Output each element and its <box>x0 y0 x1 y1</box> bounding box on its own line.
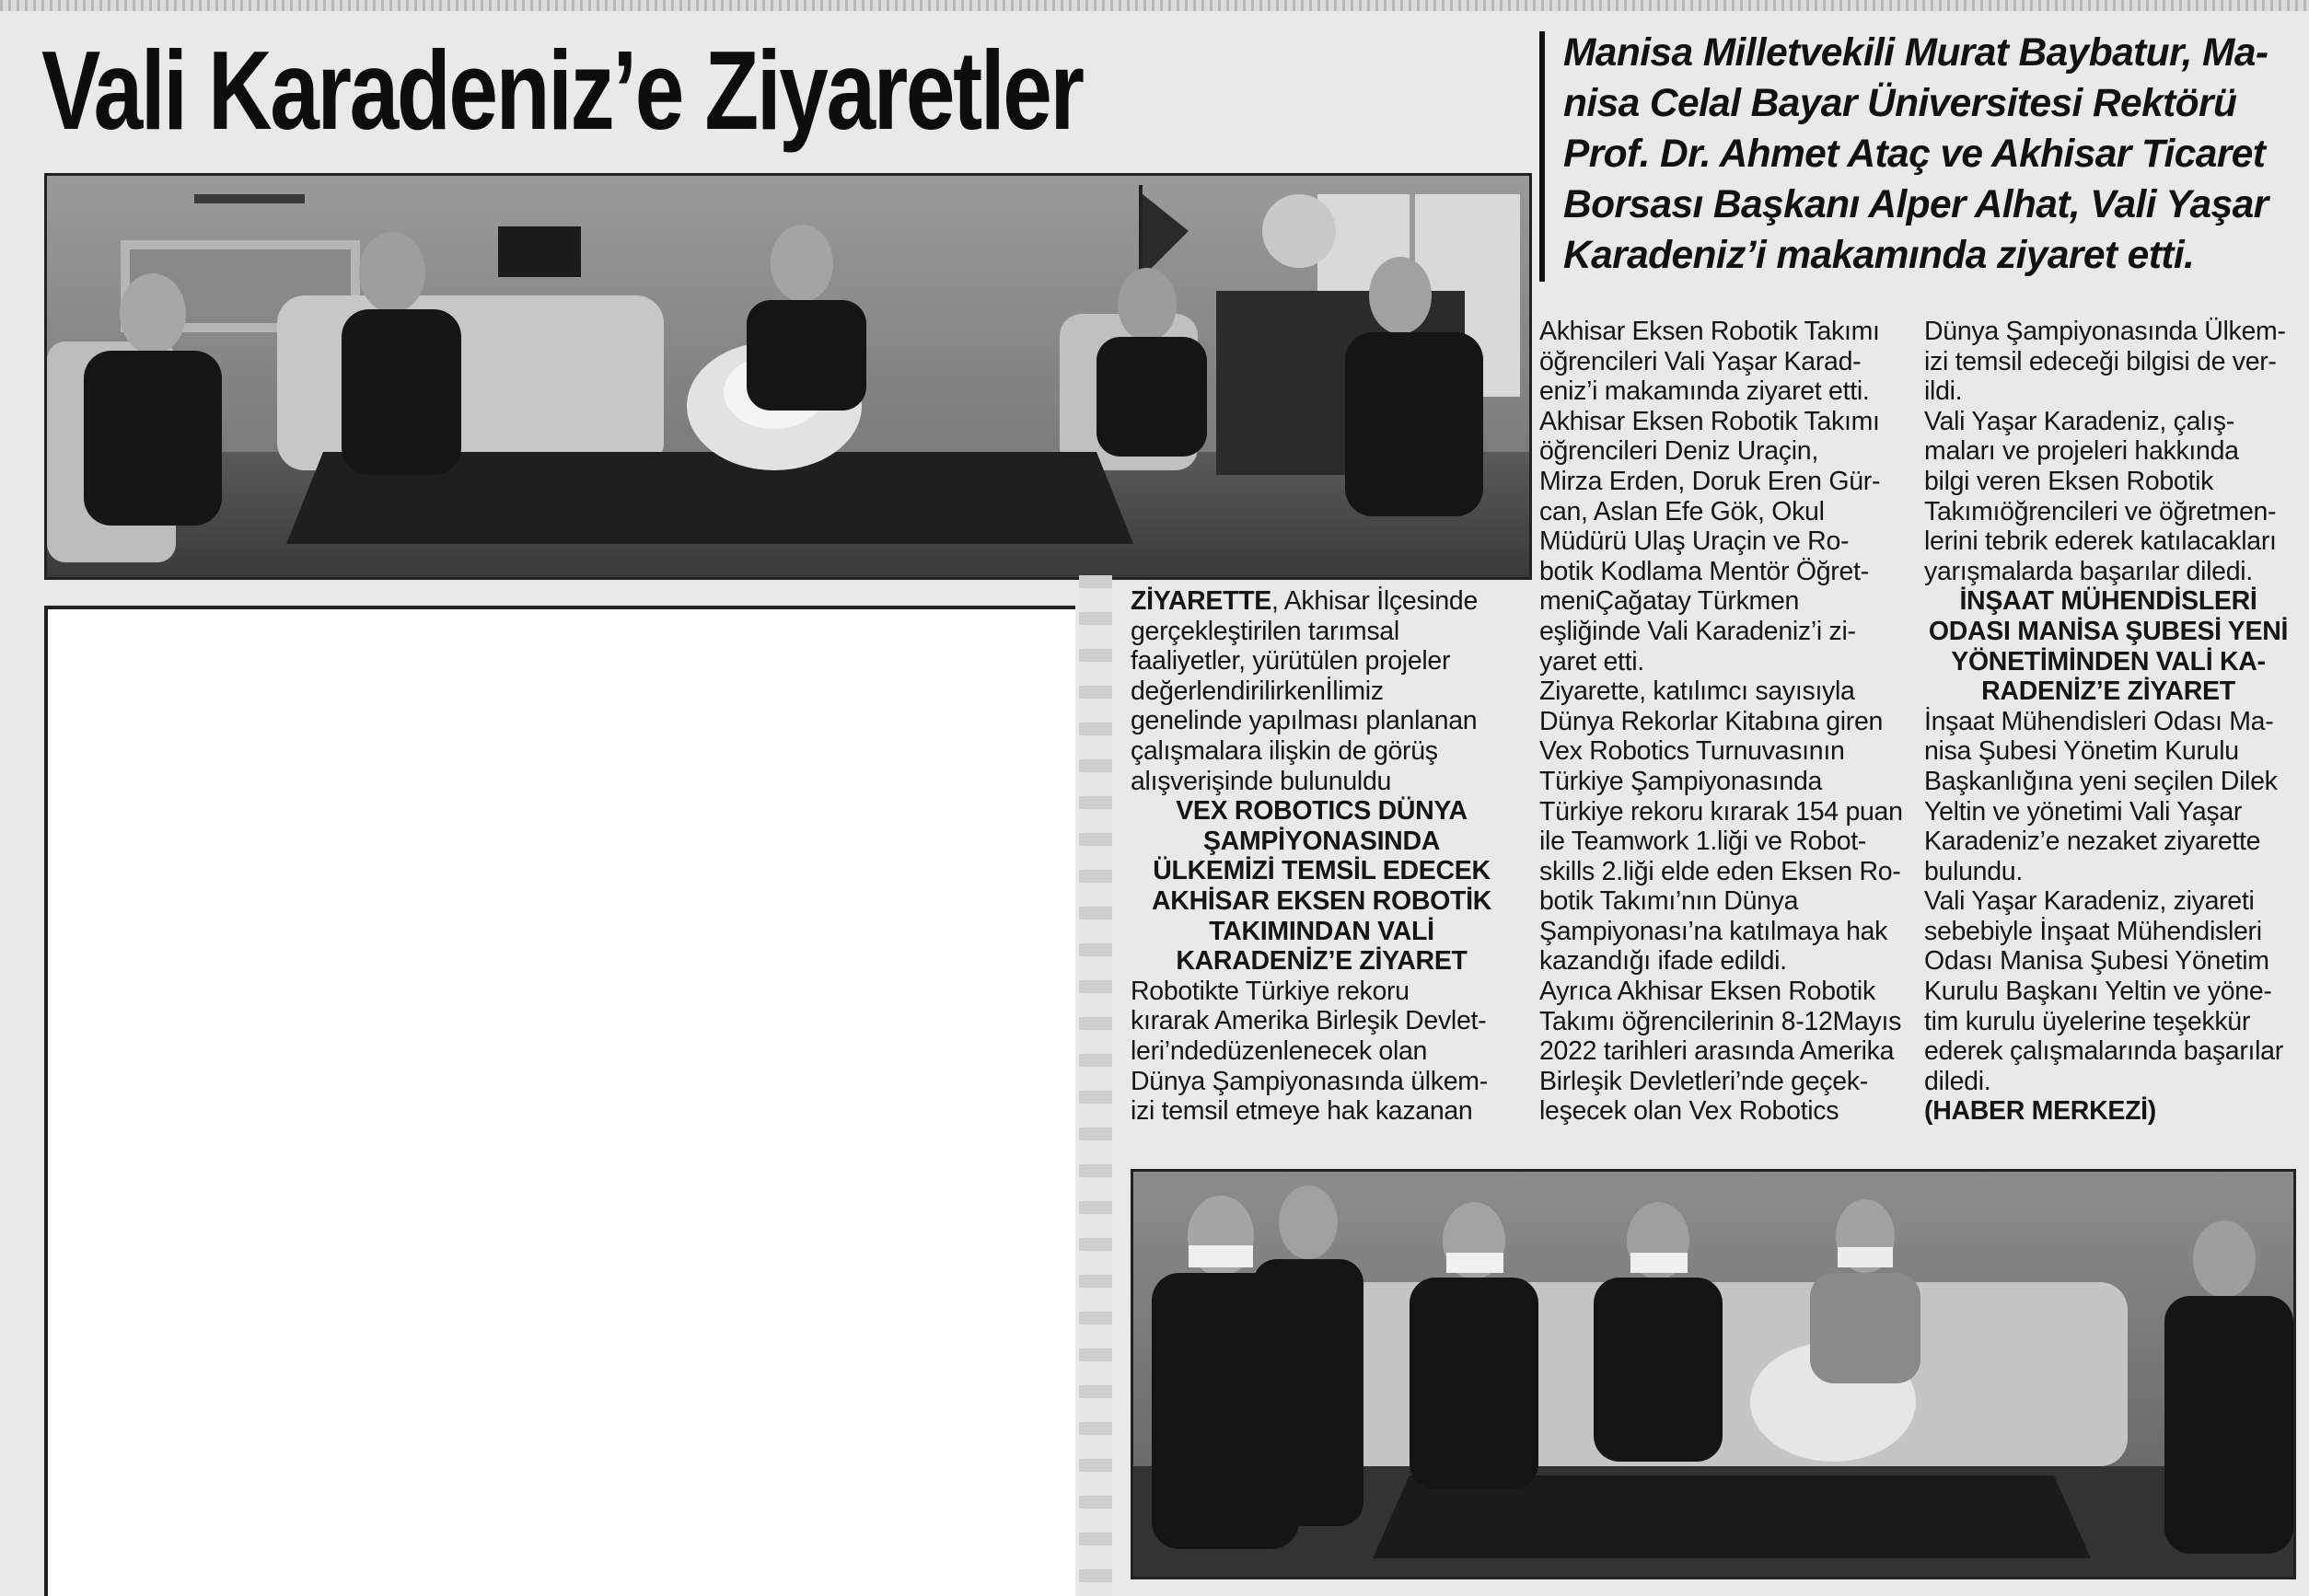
paragraph-line: Vex Robotics Turnuvasının <box>1539 736 1845 767</box>
paragraph-line: Şampiyonası’na katılmaya hak <box>1539 916 1888 946</box>
blank-area <box>44 606 1075 1596</box>
subheading-line: RADENİZ’E ZİYARET <box>1981 677 2235 707</box>
adjacent-page-bleed <box>0 0 2309 11</box>
governor-office-meeting-photo <box>47 176 1529 577</box>
masked-delegation-photo <box>1133 1172 2293 1577</box>
paragraph-line: kazandığı ifade edildi. <box>1539 946 1787 977</box>
paragraph-line: botik Kodlama Mentör Öğret- <box>1539 556 1869 586</box>
paragraph-line: Akhisar Eksen Robotik Takımı <box>1539 317 1880 346</box>
paragraph-line: Kurulu Başkanı Yeltin ve yöne- <box>1924 977 2272 1007</box>
lead-rest: , Akhisar İlçesinde <box>1271 586 1479 616</box>
paragraph-line: genelinde yapılması planlanan <box>1131 706 1478 736</box>
paragraph-line: can, Aslan Efe Gök, Okul <box>1539 496 1825 526</box>
paragraph-line: Türkiye rekoru kırarak 154 puan <box>1539 796 1903 827</box>
subheading-line: ŞAMPİYONASINDA <box>1202 826 1441 856</box>
paragraph-line: Robotikte Türkiye rekoru <box>1131 976 1410 1006</box>
paragraph-line: sebebiyle İnşaat Mühendisleri <box>1924 916 2262 946</box>
paragraph-line: leri’ndedüzenlenecek olan <box>1131 1035 1428 1066</box>
paragraph-line: gerçekleştirilen tarımsal <box>1131 616 1399 646</box>
paragraph-line: Mirza Erden, Doruk Eren Gür- <box>1539 466 1881 496</box>
paragraph-line <box>1131 586 1513 617</box>
paragraph-line: Müdürü Ulaş Uraçin ve Ro- <box>1539 526 1850 557</box>
paragraph-line: eşliğinde Vali Karadeniz’i zi- <box>1539 616 1856 646</box>
paragraph-line: leşecek olan Vex Robotics <box>1539 1096 1839 1127</box>
paragraph-line: maları ve projeleri hakkında <box>1924 436 2239 467</box>
subheading-line: TAKIMINDAN VALİ <box>1209 916 1434 946</box>
deck-line: Karadeniz’i makamında ziyaret etti. <box>1563 234 2195 277</box>
photo-top <box>44 173 1532 580</box>
paragraph-line: lerini tebrik ederek katılacakları <box>1924 526 2277 557</box>
deck-line: nisa Celal Bayar Üniversitesi Rektörü <box>1563 82 2237 125</box>
paragraph-line: Ziyarette, katılımcı sayısıyla <box>1539 677 1855 707</box>
paragraph-line: değerlendirilirkenİlimiz <box>1131 676 1384 706</box>
paragraph-line: 2022 tarihleri arasında Amerika <box>1539 1036 1895 1067</box>
paragraph-line: ile Teamwork 1.liği ve Robot- <box>1539 827 1867 857</box>
subheading-line: YÖNETİMİNDEN VALİ KA- <box>1951 646 2266 677</box>
paragraph-line: ederek çalışmalarında başarılar <box>1924 1036 2283 1067</box>
deck-line: Borsası Başkanı Alper Alhat, Vali Yaşar <box>1563 183 2268 226</box>
paragraph-line: Dünya Rekorlar Kitabına giren <box>1539 706 1884 736</box>
text-column-1 <box>1131 586 1513 1127</box>
paragraph-line: Takımıöğrencileri ve öğretmen- <box>1924 496 2277 526</box>
paragraph-line: Ayrıca Akhisar Eksen Robotik <box>1539 977 1875 1007</box>
paragraph-line: öğrencileri Deniz Uraçin, <box>1539 436 1818 467</box>
paragraph-line: Türkiye Şampiyonasında <box>1539 766 1823 796</box>
deck-line: Manisa Milletvekili Murat Baybatur, Ma- <box>1563 31 2268 75</box>
deck-line: Prof. Dr. Ahmet Ataç ve Akhisar Ticaret <box>1563 133 2266 176</box>
paragraph-line: kırarak Amerika Birleşik Devlet- <box>1131 1006 1487 1036</box>
byline: (HABER MERKEZİ) <box>1924 1096 2156 1127</box>
paragraph-line: meniÇağatay Türkmen <box>1539 586 1800 617</box>
paragraph-line: Akhisar Eksen Robotik Takımı <box>1539 406 1880 436</box>
paragraph-line: skills 2.liği elde eden Eksen Ro- <box>1539 856 1901 886</box>
paragraph-line: faaliyetler, yürütülen projeler <box>1131 646 1451 677</box>
paragraph-line: ildi. <box>1924 376 1963 407</box>
paragraph-line: Dünya Şampiyonasında ülkem- <box>1131 1066 1488 1096</box>
text-column-2 <box>1539 317 1912 1127</box>
adjacent-column-bleed <box>1079 575 1112 1596</box>
paragraph-line: Başkanlığına yeni seçilen Dilek <box>1924 766 2278 796</box>
paragraph-line: eniz’i makamında ziyaret etti. <box>1539 376 1870 407</box>
paragraph-line: çalışmalara ilişkin de görüş <box>1131 735 1438 766</box>
paragraph-line: nisa Şubesi Yönetim Kurulu <box>1924 736 2239 767</box>
subheading-line: AKHİSAR EKSEN ROBOTİK <box>1152 885 1491 916</box>
text-column-3 <box>1924 317 2292 1127</box>
subheading-line: VEX ROBOTICS DÜNYA <box>1176 796 1468 827</box>
paragraph-line: diledi. <box>1924 1066 1991 1096</box>
subheading-line: ODASI MANİSA ŞUBESİ YENİ <box>1928 616 2289 646</box>
paragraph-line: Dünya Şampiyonasında Ülkem- <box>1924 317 2286 346</box>
lead-word: ZİYARETTE <box>1131 586 1272 616</box>
subheading-line: KARADENİZ’E ZİYARET <box>1176 946 1468 977</box>
paragraph-line: Birleşik Devletleri’nde geçek- <box>1539 1066 1868 1096</box>
paragraph-line: İnşaat Mühendisleri Odası Ma- <box>1924 706 2274 736</box>
headline: Vali Karadeniz’e Ziyaretler <box>41 28 1083 153</box>
deck <box>1563 28 2291 281</box>
paragraph-line: botik Takımı’nın Dünya <box>1539 886 1799 917</box>
paragraph-line: tim kurulu üyelerine teşekkür <box>1924 1006 2251 1036</box>
paragraph-line: Vali Yaşar Karadeniz, ziyareti <box>1924 886 2255 917</box>
paragraph-line: Karadeniz’e nezaket ziyarette <box>1924 827 2261 857</box>
subheading-line: ÜLKEMİZİ TEMSİL EDECEK <box>1153 856 1491 886</box>
paragraph-line: izi temsil edeceği bilgisi de ver- <box>1924 346 2277 376</box>
paragraph-line: alışverişinde bulunuldu <box>1131 766 1392 796</box>
paragraph-line: Takımı öğrencilerinin 8-12Mayıs <box>1539 1006 1902 1036</box>
paragraph-line: bulundu. <box>1924 856 2023 886</box>
deck-rule <box>1539 31 1545 282</box>
paragraph-line: yarışmalarda başarılar diledi. <box>1924 556 2253 586</box>
paragraph-line: yaret etti. <box>1539 646 1644 677</box>
subheading-line: İNŞAAT MÜHENDİSLERİ <box>1959 586 2257 617</box>
paragraph-line: Odası Manisa Şubesi Yönetim <box>1924 946 2269 977</box>
paragraph-line: izi temsil etmeye hak kazanan <box>1131 1096 1473 1127</box>
paragraph-line: Yeltin ve yönetimi Vali Yaşar <box>1924 796 2243 827</box>
paragraph-line: öğrencileri Vali Yaşar Karad- <box>1539 346 1862 376</box>
paragraph-line: Vali Yaşar Karadeniz, çalış- <box>1924 406 2234 436</box>
paragraph-line: bilgi veren Eksen Robotik <box>1924 466 2214 496</box>
photo-bottom <box>1131 1169 2296 1579</box>
